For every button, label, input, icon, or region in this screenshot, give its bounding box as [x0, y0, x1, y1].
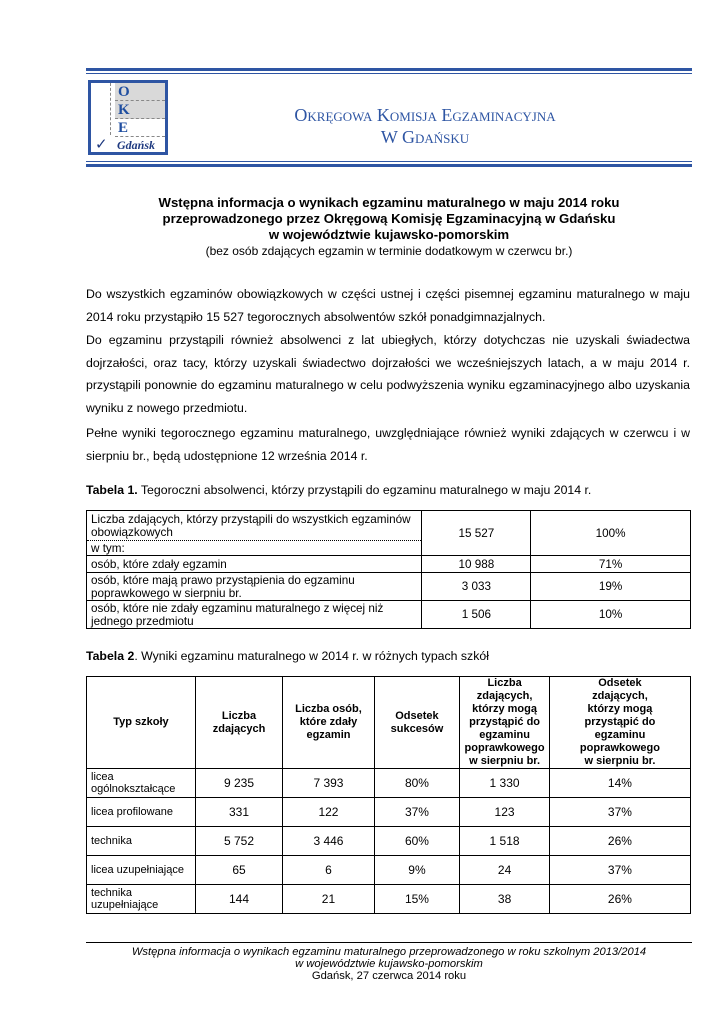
table2-header-retake: Liczba zdających, którzy mogą przystąpić do egzaminu poprawkowego w sierpniu br.	[460, 677, 550, 769]
heading-line1: Wstępna informacja o wynikach egzaminu maturalnego w maju 2014 roku	[158, 195, 620, 210]
paragraph-3: Pełne wyniki tegorocznego egzaminu maturalnego, uwzględniające również wyniki zdających w czerwcu i w sierpniu br., będą udostępnione 12 września 2014 r.	[86, 426, 690, 463]
table1-caption-label: Tabela 1.	[86, 483, 138, 497]
table2	[86, 676, 691, 914]
table2-cell-success: 15%	[374, 885, 460, 914]
heading-note: (bez osób zdających egzamin w terminie dodatkowym w czerwcu br.)	[205, 244, 573, 258]
table2-cell-success: 60%	[374, 827, 460, 856]
heading-line2: przeprowadzonego przez Okręgową Komisję Egzaminacyjną w Gdańsku	[162, 211, 616, 226]
table2-cell-type: technika uzupełniające	[87, 885, 196, 914]
table2-cell-passed: 3 446	[283, 827, 374, 856]
table1-row-pct: 19%	[531, 573, 691, 601]
table1-row-count: 1 506	[422, 601, 531, 629]
table2-header-type: Typ szkoły	[87, 677, 196, 769]
table2-cell-total: 331	[195, 798, 282, 827]
org-title-line1: Okręgowa Komisja Egzaminacyjna	[294, 105, 556, 125]
logo-letter-o: O	[115, 83, 165, 101]
oke-logo	[88, 80, 168, 155]
header-rule-top	[86, 68, 692, 71]
table2-cell-type: licea profilowane	[87, 798, 196, 827]
table1-row-label: osób, które mają prawo przystąpienia do egzaminu poprawkowego w sierpniu br.	[87, 573, 422, 601]
table2-cell-passed: 7 393	[283, 769, 374, 798]
header-rule-bottom-thin	[86, 161, 692, 162]
table2-cell-type: licea ogólnokształcące	[87, 769, 196, 798]
table2-cell-total: 9 235	[195, 769, 282, 798]
table2-cell-retake-pct: 26%	[549, 827, 690, 856]
table2-header-passed: Liczba osób, które zdały egzamin	[283, 677, 374, 769]
heading-line3: w województwie kujawsko-pomorskim	[268, 227, 510, 242]
table2-cell-success: 37%	[374, 798, 460, 827]
table2-cell-total: 65	[195, 856, 282, 885]
table-row	[87, 827, 691, 856]
paragraph-2: Do egzaminu przystąpili również absolwenci z lat ubiegłych, którzy dotychczas nie uzyskali świadectwa dojrzałości, oraz tacy, którzy uzyskali świadectwo dojrzałości we wcześniejszych latach, a w maju 2014 r. przystąpili ponownie do egzaminu maturalnego w celu podwyższenia wyniku egzaminacyjnego albo uzyskania wyniku z nowego przedmiotu.	[86, 333, 690, 415]
table2-cell-retake: 1 330	[460, 769, 550, 798]
table2-cell-retake-pct: 37%	[549, 798, 690, 827]
check-icon: ✓	[95, 135, 108, 153]
table2-cell-type: licea uzupełniające	[87, 856, 196, 885]
table-row	[87, 856, 691, 885]
table2-cell-retake: 24	[460, 856, 550, 885]
table1-caption-text: Tegoroczni absolwenci, którzy przystąpili do egzaminu maturalnego w maju 2014 r.	[137, 483, 592, 497]
table2-cell-success: 80%	[374, 769, 460, 798]
table2-caption	[86, 648, 690, 664]
header-rule-top-thin	[86, 73, 692, 74]
table1	[86, 510, 691, 629]
table1-total-pct: 100%	[531, 511, 691, 556]
table2-cell-type: technika	[87, 827, 196, 856]
table-row	[87, 601, 691, 629]
table1-row-count: 10 988	[422, 556, 531, 573]
table-row	[87, 769, 691, 798]
table2-cell-retake: 1 518	[460, 827, 550, 856]
table2-cell-success: 9%	[374, 856, 460, 885]
paragraph-1: Do wszystkich egzaminów obowiązkowych w części ustnej i części pisemnej egzaminu maturalnego w maju 2014 roku przystąpiło 15 527 tegorocznych absolwentów szkół ponadgimnazjalnych.	[86, 287, 690, 324]
logo-city: Gdańsk	[117, 138, 156, 152]
header-rule-bottom	[86, 164, 692, 167]
table2-cell-retake: 123	[460, 798, 550, 827]
footer-rule	[86, 942, 692, 943]
table1-row-label: osób, które zdały egzamin	[87, 556, 422, 573]
table-row	[87, 885, 691, 914]
table1-total-label: Liczba zdających, którzy przystąpili do wszystkich egzaminów obowiązkowych	[87, 511, 422, 541]
table2-header-success: Odsetek sukcesów	[374, 677, 460, 769]
table2-header-retake-pct: Odsetek zdających, którzy mogą przystąpić do egzaminu poprawkowego w sierpniu br.	[549, 677, 690, 769]
logo-letter-k: K	[115, 101, 165, 119]
table-row	[87, 573, 691, 601]
footer-line2: w województwie kujawsko-pomorskim	[295, 958, 483, 970]
org-title-line2: W Gdańsku	[380, 127, 470, 147]
table2-cell-retake: 38	[460, 885, 550, 914]
logo-letter-e: E	[115, 119, 165, 137]
logo-divider	[110, 83, 112, 135]
table2-cell-total: 144	[195, 885, 282, 914]
table1-row-pct: 10%	[531, 601, 691, 629]
table2-cell-passed: 6	[283, 856, 374, 885]
table2-cell-retake-pct: 26%	[549, 885, 690, 914]
table1-row-label: osób, które nie zdały egzaminu maturalnego z więcej niż jednego przedmiotu	[87, 601, 422, 629]
table1-row-count: 3 033	[422, 573, 531, 601]
footer-line1: Wstępna informacja o wynikach egzaminu maturalnego przeprowadzonego w roku szkolnym 2013/2014	[131, 946, 647, 958]
table1-row-pct: 71%	[531, 556, 691, 573]
table2-cell-retake-pct: 37%	[549, 856, 690, 885]
table2-cell-retake-pct: 14%	[549, 769, 690, 798]
table2-cell-passed: 21	[283, 885, 374, 914]
table1-total-count: 15 527	[422, 511, 531, 556]
table-row	[87, 556, 691, 573]
table-row	[87, 798, 691, 827]
table2-cell-total: 5 752	[195, 827, 282, 856]
table2-caption-label: Tabela 2	[86, 649, 135, 663]
footer-date: Gdańsk, 27 czerwca 2014 roku	[311, 970, 467, 982]
table2-cell-passed: 122	[283, 798, 374, 827]
table2-caption-text: . Wyniki egzaminu maturalnego w 2014 r. w różnych typach szkół	[134, 649, 489, 663]
table1-sub-label: w tym:	[87, 541, 422, 556]
table1-caption	[86, 482, 690, 498]
table2-header-total: Liczba zdających	[195, 677, 282, 769]
